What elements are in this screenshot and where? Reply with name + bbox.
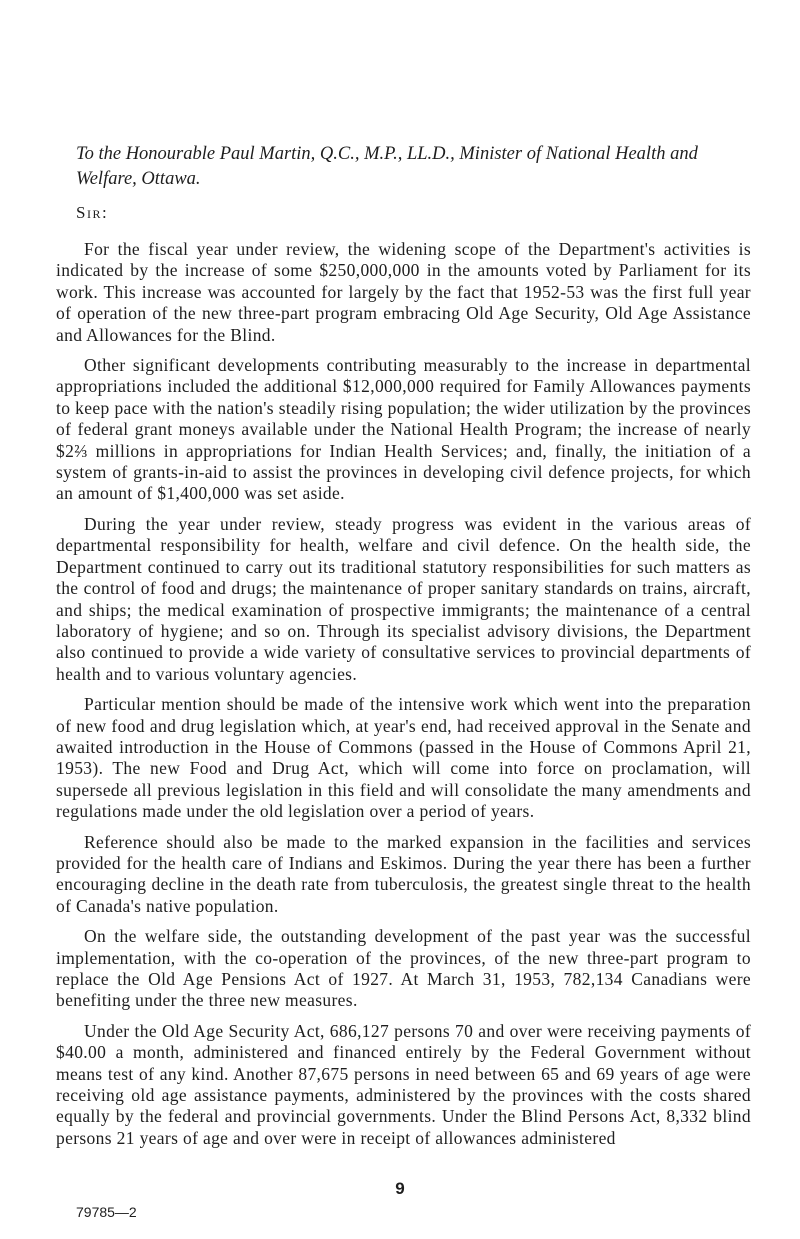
paragraph: For the fiscal year under review, the widening scope of the Department's activities is indicated by the increase of some $250,000,000 in the amounts voted by Parliament for its work. This increase was accounted for largely by the fact that 1952-53 was the first full year of operation of the new three-part program embracing Old Age Security, Old Age Assistance and Allowances for the Blind. <box>56 239 751 345</box>
paragraph: During the year under review, steady progress was evident in the various areas of departmental responsibility for health, welfare and civil defence. On the health side, the Department continued to carry out its traditional statutory responsibilities for such matters as the control of food and drugs; the maintenance of proper sanitary standards on trains, aircraft, and ships; the medical examination of prospective immigrants; the maintenance of a central laboratory of hygiene; and so on. Through its specialist advisory divisions, the Department also continued to provide a wide variety of consultative services to provincial departments of health and to various voluntary agencies. <box>56 513 751 684</box>
paragraph: On the welfare side, the outstanding development of the past year was the successful implementation, with the co-operation of the provinces, of the new three-part program to replace the Old Age Pensions Act of 1927. At March 31, 1953, 782,134 Canadians were benefiting under the three new measures. <box>56 926 751 1011</box>
paragraph: Particular mention should be made of the intensive work which went into the preparation of new food and drug legislation which, at year's end, had received approval in the Senate and awaited introduction in the House of Commons (passed in the House of Commons April 21, 1953). The new Food and Drug Act, which will come into force on proclamation, will supersede all previous legislation in this field and will consolidate the many amendments and regulations made under the old legislation over a period of years. <box>56 694 751 822</box>
letter-body <box>56 239 751 1158</box>
paragraph: Reference should also be made to the marked expansion in the facilities and services provided for the health care of Indians and Eskimos. During the year there has been a further encouraging decline in the death rate from tuberculosis, the greatest single threat to the health of Canada's native population. <box>56 831 751 916</box>
print-code: 79785—2 <box>76 1204 137 1220</box>
letter-address: To the Honourable Paul Martin, Q.C., M.P., LL.D., Minister of National Health and Welfare, Ottawa. <box>76 144 698 189</box>
page-number: 9 <box>395 1179 405 1198</box>
paragraph: Under the Old Age Security Act, 686,127 persons 70 and over were receiving payments of $40.00 a month, administered and financed entirely by the Federal Government without means test of any kind. Another 87,675 persons in need between 65 and 69 years of age were receiving old age assistance payments, administered by the provinces with the costs shared equally by the federal and provincial governments. Under the Blind Persons Act, 8,332 blind persons 21 years of age and over were in receipt of allowances administered <box>56 1020 751 1148</box>
letter-salutation: Sir: <box>76 203 109 222</box>
paragraph: Other significant developments contributing measurably to the increase in departmental appropriations included the additional $12,000,000 required for Family Allowances payments to keep pace with the nation's steadily rising population; the wider utilization by the provinces of federal grant moneys available under the National Health Program; the increase of nearly $2⅔ millions in appropriations for Indian Health Services; and, finally, the initiation of a system of grants-in-aid to assist the provinces in developing civil defence projects, for which an amount of $1,400,000 was set aside. <box>56 355 751 504</box>
